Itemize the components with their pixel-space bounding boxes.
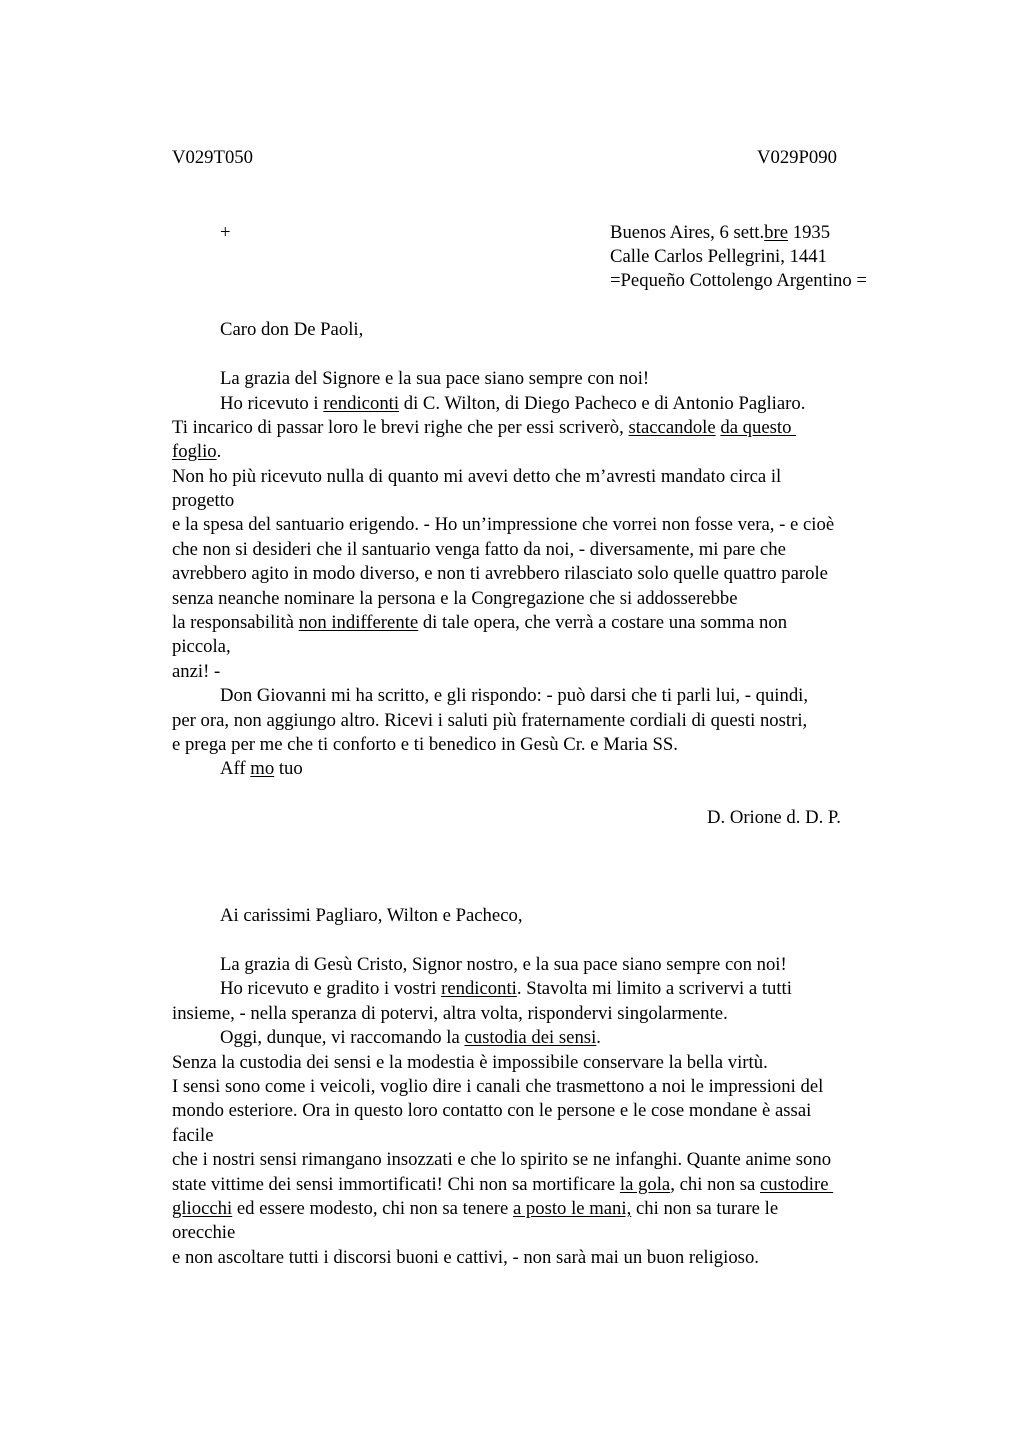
letter1-paragraph-line: foglio. <box>172 441 222 462</box>
letter2-paragraph-line: Ho ricevuto e gradito i vostri rendiconti. Stavolta mi limito a scrivervi a tutti <box>220 978 792 999</box>
letter1-signature: D. Orione d. D. P. <box>707 807 841 828</box>
letter2-paragraph-line: Oggi, dunque, vi raccomando la custodia dei sensi. <box>220 1027 601 1048</box>
letter1-greeting: La grazia del Signore e la sua pace siano sempre con noi! <box>220 368 650 389</box>
letter2-paragraph-line: facile <box>172 1125 214 1146</box>
letter2-paragraph-line: orecchie <box>172 1222 236 1243</box>
letter1-paragraph-line: la responsabilità non indifferente di tale opera, che verrà a costare una somma non <box>172 612 788 633</box>
document-code-left: V029T050 <box>172 147 253 168</box>
letter1-paragraph-line: e la spesa del santuario erigendo. - Ho un’impressione che vorrei non fosse vera, - e cioè <box>172 514 835 535</box>
letter1-paragraph-line: Non ho più ricevuto nulla di quanto mi avevi detto che m’avresti mandato circa il <box>172 466 782 487</box>
cross-symbol: + <box>220 222 231 243</box>
letter2-greeting: La grazia di Gesù Cristo, Signor nostro, e la sua pace siano sempre con noi! <box>220 954 787 975</box>
letter2-paragraph-line: che i nostri sensi rimangano insozzati e che lo spirito se ne infanghi. Quante anime sono <box>172 1149 832 1170</box>
letter2-paragraph-line: e non ascoltare tutti i discorsi buoni e cattivi, - non sarà mai un buon religioso. <box>172 1247 759 1268</box>
letter1-paragraph-line: anzi! - <box>172 661 221 682</box>
letter1-paragraph-line: Ho ricevuto i rendiconti di C. Wilton, di Diego Pacheco e di Antonio Pagliaro. <box>220 393 806 414</box>
letter2-paragraph-line: mondo esteriore. Ora in questo loro contatto con le persone e le cose mondane è assai <box>172 1100 812 1121</box>
letter2-paragraph-line: state vittime dei sensi immortificati! Chi non sa mortificare la gola, chi non sa custodire <box>172 1174 834 1195</box>
letter1-closing: Aff mo tuo <box>220 758 303 779</box>
letter1-paragraph-line: Don Giovanni mi ha scritto, e gli rispondo: - può darsi che ti parli lui, - quindi, <box>220 685 809 706</box>
letter2-paragraph-line: I sensi sono come i veicoli, voglio dire i canali che trasmettono a noi le impressioni del <box>172 1076 824 1097</box>
letter1-paragraph-line: progetto <box>172 490 235 511</box>
letter1-paragraph-line: per ora, non aggiungo altro. Ricevi i saluti più fraternamente cordiali di questi nostri, <box>172 710 808 731</box>
document-code-right: V029P090 <box>757 147 837 168</box>
letter1-paragraph-line: senza neanche nominare la persona e la Congregazione che si addosserebbe <box>172 588 738 609</box>
institution-line: =Pequeño Cottolengo Argentino = <box>610 270 867 291</box>
address-line: Calle Carlos Pellegrini, 1441 <box>610 246 827 267</box>
letter1-paragraph-line: che non si desideri che il santuario venga fatto da noi, - diversamente, mi pare che <box>172 539 786 560</box>
place-date: Buenos Aires, 6 sett.bre 1935 <box>610 222 831 243</box>
letter1-paragraph-line: piccola, <box>172 636 231 657</box>
letter2-paragraph-line: Senza la custodia dei sensi e la modestia è impossibile conservare la bella virtù. <box>172 1052 768 1073</box>
letter1-salutation: Caro don De Paoli, <box>220 319 364 340</box>
letter1-paragraph-line: avrebbero agito in modo diverso, e non ti avrebbero rilasciato solo quelle quattro parole <box>172 563 828 584</box>
letter2-salutation: Ai carissimi Pagliaro, Wilton e Pacheco, <box>220 905 523 926</box>
letter2-paragraph-line: gliocchi ed essere modesto, chi non sa tenere a posto le mani, chi non sa turare le <box>172 1198 779 1219</box>
letter2-paragraph-line: insieme, - nella speranza di potervi, altra volta, rispondervi singolarmente. <box>172 1003 728 1024</box>
letter1-paragraph-line: Ti incarico di passar loro le brevi righe che per essi scriverò, staccandole da questo <box>172 417 797 438</box>
letter1-paragraph-line: e prega per me che ti conforto e ti benedico in Gesù Cr. e Maria SS. <box>172 734 678 755</box>
